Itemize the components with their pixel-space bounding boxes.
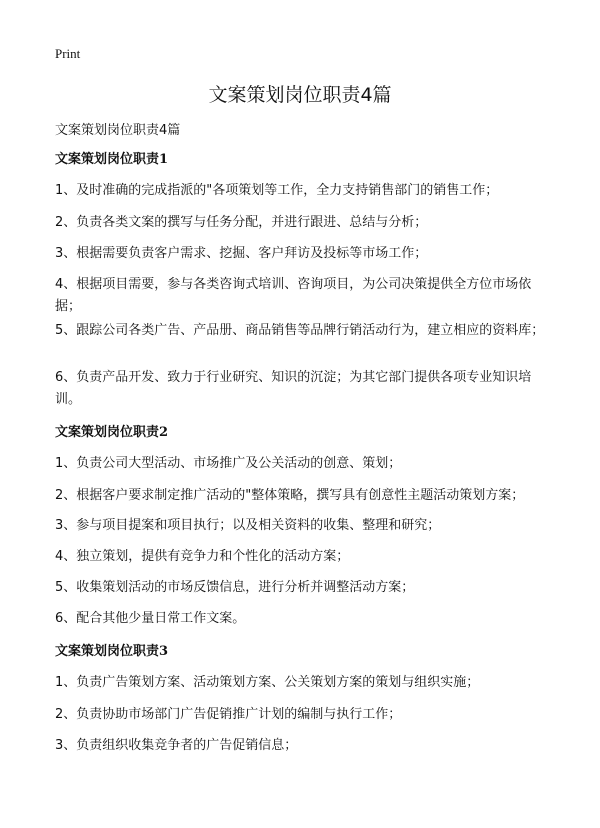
print-label[interactable]: Print xyxy=(55,46,81,61)
list-item: 3、负责组织收集竞争者的广告促销信息； xyxy=(55,738,298,753)
list-item: 5、收集策划活动的市场反馈信息，进行分析并调整活动方案； xyxy=(55,580,415,595)
list-item: 1、及时准确的完成指派的"各项策划等工作，全力支持销售部门的销售工作； xyxy=(55,183,499,198)
list-item: 2、负责协助市场部门广告促销推广计划的编制与执行工作； xyxy=(55,707,402,722)
list-item: 6、负责产品开发、致力于行业研究、知识的沉淀；为其它部门提供各项专业知识培训。 xyxy=(55,370,532,407)
list-item: 2、负责各类文案的撰写与任务分配，并进行跟进、总结与分析； xyxy=(55,215,428,230)
list-item: 4、根据项目需要，参与各类咨询式培训、咨询项目，为公司决策提供全方位市场依据； xyxy=(55,277,532,314)
section-heading-3: 文案策划岗位职责3 xyxy=(55,644,169,659)
section-heading-2: 文案策划岗位职责2 xyxy=(55,425,169,440)
list-item: 6、配合其他少量日常工作文案。 xyxy=(55,611,246,626)
list-item: 1、负责广告策划方案、活动策划方案、公关策划方案的策划与组织实施； xyxy=(55,675,480,690)
document-subtitle: 文案策划岗位职责4篇 xyxy=(55,123,181,138)
list-item: 2、根据客户要求制定推广活动的"整体策略，撰写具有创意性主题活动策划方案； xyxy=(55,488,525,503)
list-item: 1、负责公司大型活动、市场推广及公关活动的创意、策划； xyxy=(55,456,402,471)
list-item: 5、跟踪公司各类广告、产品册、商品销售等品牌行销活动行为，建立相应的资料库； xyxy=(55,323,545,338)
section-heading-1: 文案策划岗位职责1 xyxy=(55,152,169,167)
list-item: 3、根据需要负责客户需求、挖掘、客户拜访及投标等市场工作； xyxy=(55,246,428,261)
list-item: 3、参与项目提案和项目执行；以及相关资料的收集、整理和研究； xyxy=(55,518,441,533)
page-title: 文案策划岗位职责4篇 xyxy=(208,84,392,106)
list-item: 4、独立策划，提供有竞争力和个性化的活动方案； xyxy=(55,549,350,564)
